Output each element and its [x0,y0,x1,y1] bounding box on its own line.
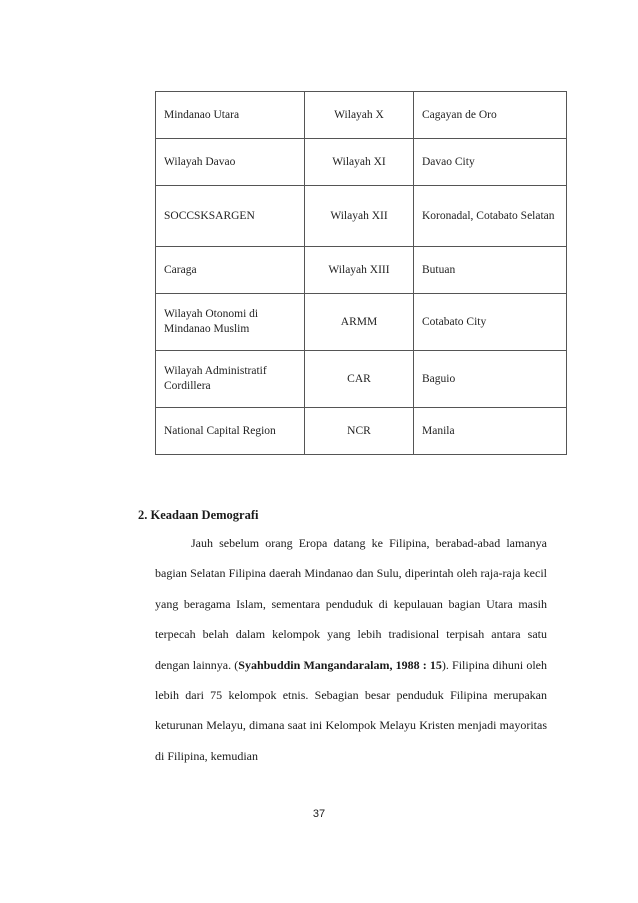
region-code-cell: CAR [305,351,414,408]
section-heading: 2. Keadaan Demografi [138,508,259,522]
paragraph-text: Jauh sebelum orang Eropa datang ke Filipina, berabad-abad lamanya bagian Selatan Filipina daerah Mindanao dan Sulu, diperintah oleh raja-raja kecil yang beragama Islam, sementara penduduk di kepulauan bagian Utara masih terpecah belah dalam kelompok yang lebih tradisional terpisah antara satu dengan lainnya. ( [155,536,547,672]
region-name-cell: Caraga [156,247,305,294]
regional-center-cell: Koronadal, Cotabato Selatan [414,186,567,247]
region-code-cell: NCR [305,408,414,455]
regional-center-cell: Cotabato City [414,294,567,351]
paragraph-text: ). Filipina dihuni oleh lebih dari 75 kelompok etnis. Sebagian besar penduduk Filipina merupakan keturunan Melayu, dimana saat ini Kelompok Melayu Kristen menjadi mayoritas di Filipina, kemudian [155,657,547,763]
table-row [156,186,567,247]
citation: Syahbuddin Mangandaralam, 1988 : 15 [238,657,442,672]
region-code-cell: Wilayah XIII [305,247,414,294]
regional-center-cell: Baguio [414,351,567,408]
region-code-cell: Wilayah XII [305,186,414,247]
region-name-cell: National Capital Region [156,408,305,455]
regional-center-cell: Cagayan de Oro [414,92,567,139]
table-row [156,247,567,294]
body-paragraph [155,528,547,771]
regional-center-cell: Manila [414,408,567,455]
table-row [156,351,567,408]
table-row [156,408,567,455]
region-name-cell: Wilayah Otonomi di Mindanao Muslim [156,294,305,351]
regional-center-cell: Butuan [414,247,567,294]
table-row [156,92,567,139]
region-name-cell: Wilayah Administratif Cordillera [156,351,305,408]
table-row [156,294,567,351]
table-row [156,139,567,186]
regional-center-cell: Davao City [414,139,567,186]
region-name-cell: Mindanao Utara [156,92,305,139]
region-table [155,91,567,455]
region-code-cell: Wilayah X [305,92,414,139]
region-name-cell: Wilayah Davao [156,139,305,186]
region-name-cell: SOCCSKSARGEN [156,186,305,247]
region-code-cell: ARMM [305,294,414,351]
page-number: 37 [312,808,326,820]
region-code-cell: Wilayah XI [305,139,414,186]
